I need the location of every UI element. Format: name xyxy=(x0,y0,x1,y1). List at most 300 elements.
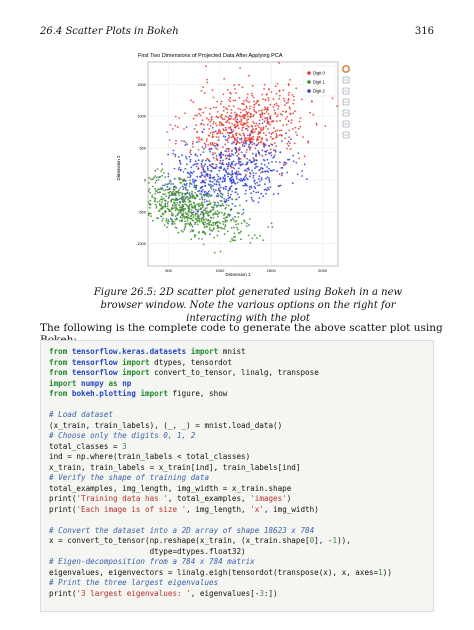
scatter-point xyxy=(206,207,208,209)
scatter-point xyxy=(231,227,233,229)
scatter-point xyxy=(188,215,190,217)
scatter-point xyxy=(190,218,192,220)
scatter-point xyxy=(276,130,278,132)
scatter-point xyxy=(271,155,273,157)
scatter-point xyxy=(238,216,240,218)
scatter-point xyxy=(253,97,255,99)
scatter-point xyxy=(233,236,235,238)
scatter-point xyxy=(185,223,187,225)
scatter-point xyxy=(204,224,206,226)
scatter-point xyxy=(299,126,301,128)
scatter-point xyxy=(271,222,273,224)
scatter-point xyxy=(304,155,306,157)
scatter-point xyxy=(247,130,249,132)
scatter-point xyxy=(167,219,169,221)
scatter-point xyxy=(231,172,233,174)
scatter-point xyxy=(174,193,176,195)
scatter-point xyxy=(228,213,230,215)
scatter-point xyxy=(248,137,250,139)
scatter-point xyxy=(220,195,222,197)
scatter-point xyxy=(240,109,242,111)
scatter-point xyxy=(195,180,197,182)
scatter-point xyxy=(227,200,229,202)
scatter-point xyxy=(243,154,245,156)
scatter-point xyxy=(233,105,235,107)
scatter-point xyxy=(281,140,283,142)
scatter-point xyxy=(162,193,164,195)
scatter-point xyxy=(217,227,219,229)
scatter-point xyxy=(193,182,195,184)
scatter-point xyxy=(222,203,224,205)
scatter-point xyxy=(194,192,196,194)
scatter-point xyxy=(213,189,215,191)
scatter-point xyxy=(242,127,244,129)
scatter-point xyxy=(244,156,246,158)
scatter-point xyxy=(155,207,157,209)
scatter-point xyxy=(271,226,273,228)
scatter-point xyxy=(233,219,235,221)
scatter-point xyxy=(218,137,220,139)
scatter-point xyxy=(205,160,207,162)
scatter-point xyxy=(192,143,194,145)
scatter-point xyxy=(193,118,195,120)
scatter-point xyxy=(220,251,222,253)
scatter-point xyxy=(187,176,189,178)
scatter-point xyxy=(176,206,178,208)
scatter-point xyxy=(241,223,243,225)
scatter-point xyxy=(181,154,183,156)
x-tick-label: 500 xyxy=(165,268,172,273)
scatter-point xyxy=(195,124,197,126)
chart-title: First Two Dimensions of Projected Data After Applying PCA xyxy=(138,53,283,59)
scatter-point xyxy=(219,162,221,164)
scatter-point xyxy=(227,139,229,141)
scatter-point xyxy=(216,222,218,224)
scatter-point xyxy=(325,125,327,127)
scatter-plot[interactable] xyxy=(110,48,360,278)
scatter-point xyxy=(255,147,257,149)
scatter-point xyxy=(212,209,214,211)
scatter-point xyxy=(292,103,294,105)
scatter-point xyxy=(287,102,289,104)
scatter-point xyxy=(184,201,186,203)
scatter-point xyxy=(152,220,154,222)
plot-toolbar[interactable] xyxy=(343,66,349,138)
scatter-point xyxy=(243,114,245,116)
help-icon[interactable] xyxy=(343,132,349,138)
scatter-point xyxy=(178,189,180,191)
scatter-point xyxy=(155,182,157,184)
scatter-point xyxy=(278,185,280,187)
scatter-point xyxy=(238,167,240,169)
scatter-point xyxy=(273,106,275,108)
scatter-point xyxy=(211,119,213,121)
scatter-point xyxy=(210,142,212,144)
scatter-point xyxy=(268,100,270,102)
scatter-point xyxy=(203,148,205,150)
scatter-point xyxy=(229,115,231,117)
scatter-point xyxy=(186,218,188,220)
scatter-point xyxy=(230,186,232,188)
scatter-point xyxy=(167,176,169,178)
scatter-point xyxy=(267,159,269,161)
scatter-point xyxy=(228,135,230,137)
scatter-point xyxy=(195,188,197,190)
scatter-point xyxy=(245,164,247,166)
scatter-point xyxy=(289,159,291,161)
scatter-point xyxy=(181,140,183,142)
scatter-point xyxy=(160,170,162,172)
scatter-point xyxy=(205,179,207,181)
scatter-point xyxy=(201,166,203,168)
scatter-point xyxy=(162,168,164,170)
scatter-point xyxy=(210,175,212,177)
scatter-point xyxy=(165,183,167,185)
scatter-point xyxy=(160,215,162,217)
scatter-point xyxy=(225,169,227,171)
scatter-point xyxy=(239,115,241,117)
scatter-point xyxy=(237,193,239,195)
scatter-point xyxy=(239,149,241,151)
scatter-point xyxy=(176,204,178,206)
scatter-point xyxy=(236,155,238,157)
scatter-point xyxy=(261,114,263,116)
scatter-point xyxy=(177,232,179,234)
scatter-point xyxy=(185,188,187,190)
scatter-point xyxy=(197,195,199,197)
scatter-point xyxy=(186,183,188,185)
scatter-point xyxy=(232,134,234,136)
scatter-point xyxy=(212,127,214,129)
scatter-point xyxy=(200,187,202,189)
scatter-point xyxy=(268,189,270,191)
scatter-point xyxy=(262,119,264,121)
scatter-point xyxy=(258,126,260,128)
scatter-point xyxy=(204,199,206,201)
scatter-point xyxy=(182,210,184,212)
scatter-point xyxy=(275,130,277,132)
scatter-point xyxy=(186,163,188,165)
scatter-point xyxy=(230,209,232,211)
scatter-point xyxy=(187,196,189,198)
code-line xyxy=(49,400,425,411)
scatter-point xyxy=(290,113,292,115)
scatter-point xyxy=(189,176,191,178)
scatter-point xyxy=(219,183,221,185)
scatter-point xyxy=(252,157,254,159)
scatter-point xyxy=(181,230,183,232)
y-tick-label: 500 xyxy=(139,145,146,151)
scatter-point xyxy=(204,176,206,178)
scatter-point xyxy=(215,213,217,215)
scatter-point xyxy=(246,223,248,225)
scatter-point xyxy=(257,185,259,187)
scatter-point xyxy=(269,186,271,188)
scatter-point xyxy=(233,168,235,170)
scatter-point xyxy=(209,203,211,205)
scatter-point xyxy=(219,130,221,132)
scatter-point xyxy=(264,143,266,145)
scatter-point xyxy=(201,191,203,193)
box-zoom-icon[interactable] xyxy=(343,88,349,94)
scatter-point xyxy=(283,98,285,100)
scatter-point xyxy=(332,97,334,99)
legend-marker xyxy=(307,71,311,75)
scatter-point xyxy=(298,158,300,160)
scatter-point xyxy=(307,142,309,144)
scatter-point xyxy=(167,223,169,225)
scatter-point xyxy=(230,194,232,196)
scatter-point xyxy=(293,160,295,162)
scatter-point xyxy=(255,125,257,127)
scatter-point xyxy=(223,188,225,190)
scatter-point xyxy=(299,121,301,123)
code-line: from tensorflow import convert_to_tensor, linalg, transpose xyxy=(49,368,319,377)
scatter-point xyxy=(224,179,226,181)
scatter-point xyxy=(200,138,202,140)
scatter-point xyxy=(222,181,224,183)
scatter-point xyxy=(223,217,225,219)
scatter-point xyxy=(237,182,239,184)
scatter-point xyxy=(212,134,214,136)
scatter-point xyxy=(168,182,170,184)
scatter-point xyxy=(189,161,191,163)
scatter-point xyxy=(259,136,261,138)
scatter-point xyxy=(208,200,210,202)
scatter-point xyxy=(284,138,286,140)
scatter-point xyxy=(267,187,269,189)
scatter-point xyxy=(235,133,237,135)
scatter-point xyxy=(173,221,175,223)
scatter-point xyxy=(242,86,244,88)
scatter-point xyxy=(234,216,236,218)
scatter-point xyxy=(262,129,264,131)
scatter-point xyxy=(148,190,150,192)
scatter-point xyxy=(149,192,151,194)
scatter-point xyxy=(222,128,224,130)
scatter-point xyxy=(195,205,197,207)
code-line: from tensorflow import dtypes, tensordot xyxy=(49,357,232,367)
scatter-point xyxy=(169,210,171,212)
save-icon[interactable] xyxy=(343,110,349,116)
scatter-point xyxy=(191,212,193,214)
scatter-point xyxy=(175,195,177,197)
scatter-point xyxy=(180,163,182,165)
scatter-point xyxy=(201,172,203,174)
scatter-point xyxy=(246,125,248,127)
scatter-point xyxy=(182,231,184,233)
scatter-point xyxy=(215,147,217,149)
scatter-point xyxy=(176,214,178,216)
scatter-point xyxy=(182,180,184,182)
scatter-point xyxy=(246,119,248,121)
scatter-point xyxy=(187,190,189,192)
scatter-point xyxy=(194,234,196,236)
y-tick-label: -1000 xyxy=(135,241,146,247)
scatter-point xyxy=(225,200,227,202)
scatter-point xyxy=(182,195,184,197)
scatter-point xyxy=(207,169,209,171)
scatter-point xyxy=(276,83,278,85)
scatter-point xyxy=(210,148,212,150)
scatter-point xyxy=(224,150,226,152)
scatter-point xyxy=(220,187,222,189)
scatter-point xyxy=(242,103,244,105)
scatter-point xyxy=(251,197,253,199)
scatter-point xyxy=(224,144,226,146)
scatter-point xyxy=(180,182,182,184)
scatter-point xyxy=(184,198,186,200)
scatter-point xyxy=(246,149,248,151)
scatter-point xyxy=(236,150,238,152)
scatter-point xyxy=(198,232,200,234)
scatter-point xyxy=(203,209,205,211)
x-tick-label: 1000 xyxy=(215,268,225,273)
scatter-point xyxy=(267,107,269,109)
scatter-point xyxy=(284,164,286,166)
scatter-point xyxy=(282,111,284,113)
scatter-point xyxy=(229,173,231,175)
scatter-point xyxy=(212,136,214,138)
scatter-point xyxy=(200,214,202,216)
scatter-point xyxy=(232,154,234,156)
scatter-point xyxy=(259,197,261,199)
scatter-point xyxy=(194,128,196,130)
scatter-point xyxy=(243,179,245,181)
scatter-point xyxy=(175,198,177,200)
scatter-point xyxy=(304,163,306,165)
scatter-point xyxy=(255,192,257,194)
y-tick-label: -500 xyxy=(137,209,146,215)
scatter-point xyxy=(292,112,294,114)
scatter-point xyxy=(257,139,259,141)
scatter-point xyxy=(249,135,251,137)
scatter-point xyxy=(247,121,249,123)
scatter-point xyxy=(258,201,260,203)
scatter-point xyxy=(192,146,194,148)
legend-marker xyxy=(307,80,311,84)
scatter-point xyxy=(246,140,248,142)
scatter-point xyxy=(249,189,251,191)
scatter-point xyxy=(241,119,243,121)
scatter-point xyxy=(255,153,257,155)
pan-icon[interactable] xyxy=(343,77,349,83)
scatter-point xyxy=(236,148,238,150)
scatter-point xyxy=(188,206,190,208)
code-line: x = convert_to_tensor(np.reshape(x_train, (x_train.shape[0], -1)), xyxy=(49,536,351,545)
scatter-point xyxy=(259,120,261,122)
scatter-point xyxy=(174,168,176,170)
scatter-point xyxy=(225,207,227,209)
scatter-point xyxy=(206,117,208,119)
scatter-point xyxy=(262,168,264,170)
scatter-point xyxy=(239,147,241,149)
scatter-point xyxy=(273,110,275,112)
scatter-point xyxy=(223,205,225,207)
scatter-point xyxy=(227,117,229,119)
scatter-point xyxy=(240,112,242,114)
scatter-point xyxy=(175,140,177,142)
wheel-zoom-icon[interactable] xyxy=(343,99,349,105)
scatter-point xyxy=(230,220,232,222)
scatter-point xyxy=(292,182,294,184)
scatter-point xyxy=(219,191,221,193)
scatter-point xyxy=(262,122,264,124)
scatter-point xyxy=(148,201,150,203)
scatter-point xyxy=(219,222,221,224)
scatter-point xyxy=(213,132,215,134)
scatter-point xyxy=(256,182,258,184)
scatter-point xyxy=(178,117,180,119)
scatter-point xyxy=(259,184,261,186)
scatter-point xyxy=(264,106,266,108)
scatter-point xyxy=(260,127,262,129)
scatter-point xyxy=(231,143,233,145)
scatter-point xyxy=(243,209,245,211)
scatter-point xyxy=(196,203,198,205)
scatter-point xyxy=(213,121,215,123)
scatter-point xyxy=(227,230,229,232)
scatter-point xyxy=(234,164,236,166)
scatter-point xyxy=(207,82,209,84)
scatter-point xyxy=(236,115,238,117)
x-tick-label: 1500 xyxy=(266,268,276,273)
scatter-point xyxy=(164,224,166,226)
scatter-point xyxy=(179,220,181,222)
scatter-point xyxy=(172,205,174,207)
scatter-point xyxy=(276,120,278,122)
page-number: 316 xyxy=(414,26,434,37)
scatter-point xyxy=(210,108,212,110)
scatter-point xyxy=(202,119,204,121)
scatter-point xyxy=(213,237,215,239)
scatter-point xyxy=(184,208,186,210)
scatter-point xyxy=(227,108,229,110)
bokeh-logo-icon[interactable] xyxy=(343,66,349,72)
scatter-point xyxy=(210,181,212,183)
scatter-point xyxy=(159,176,161,178)
scatter-point xyxy=(234,138,236,140)
scatter-point xyxy=(258,178,260,180)
scatter-point xyxy=(256,237,258,239)
scatter-point xyxy=(207,166,209,168)
legend-label: Digit 2 xyxy=(313,88,325,94)
scatter-point xyxy=(261,130,263,132)
scatter-point xyxy=(215,211,217,213)
scatter-point xyxy=(238,157,240,159)
scatter-point xyxy=(288,141,290,143)
scatter-point xyxy=(225,127,227,129)
reset-icon[interactable] xyxy=(343,121,349,127)
scatter-point xyxy=(151,196,153,198)
scatter-point xyxy=(235,199,237,201)
scatter-point xyxy=(152,186,154,188)
scatter-point xyxy=(191,219,193,221)
scatter-point xyxy=(210,195,212,197)
scatter-point xyxy=(189,204,191,206)
scatter-point xyxy=(154,201,156,203)
scatter-point xyxy=(201,161,203,163)
scatter-point xyxy=(248,144,250,146)
scatter-point xyxy=(212,154,214,156)
scatter-point xyxy=(266,166,268,168)
scatter-point xyxy=(160,187,162,189)
scatter-point xyxy=(255,128,257,130)
scatter-point xyxy=(228,132,230,134)
scatter-point xyxy=(275,112,277,114)
scatter-point xyxy=(222,146,224,148)
scatter-point xyxy=(253,109,255,111)
